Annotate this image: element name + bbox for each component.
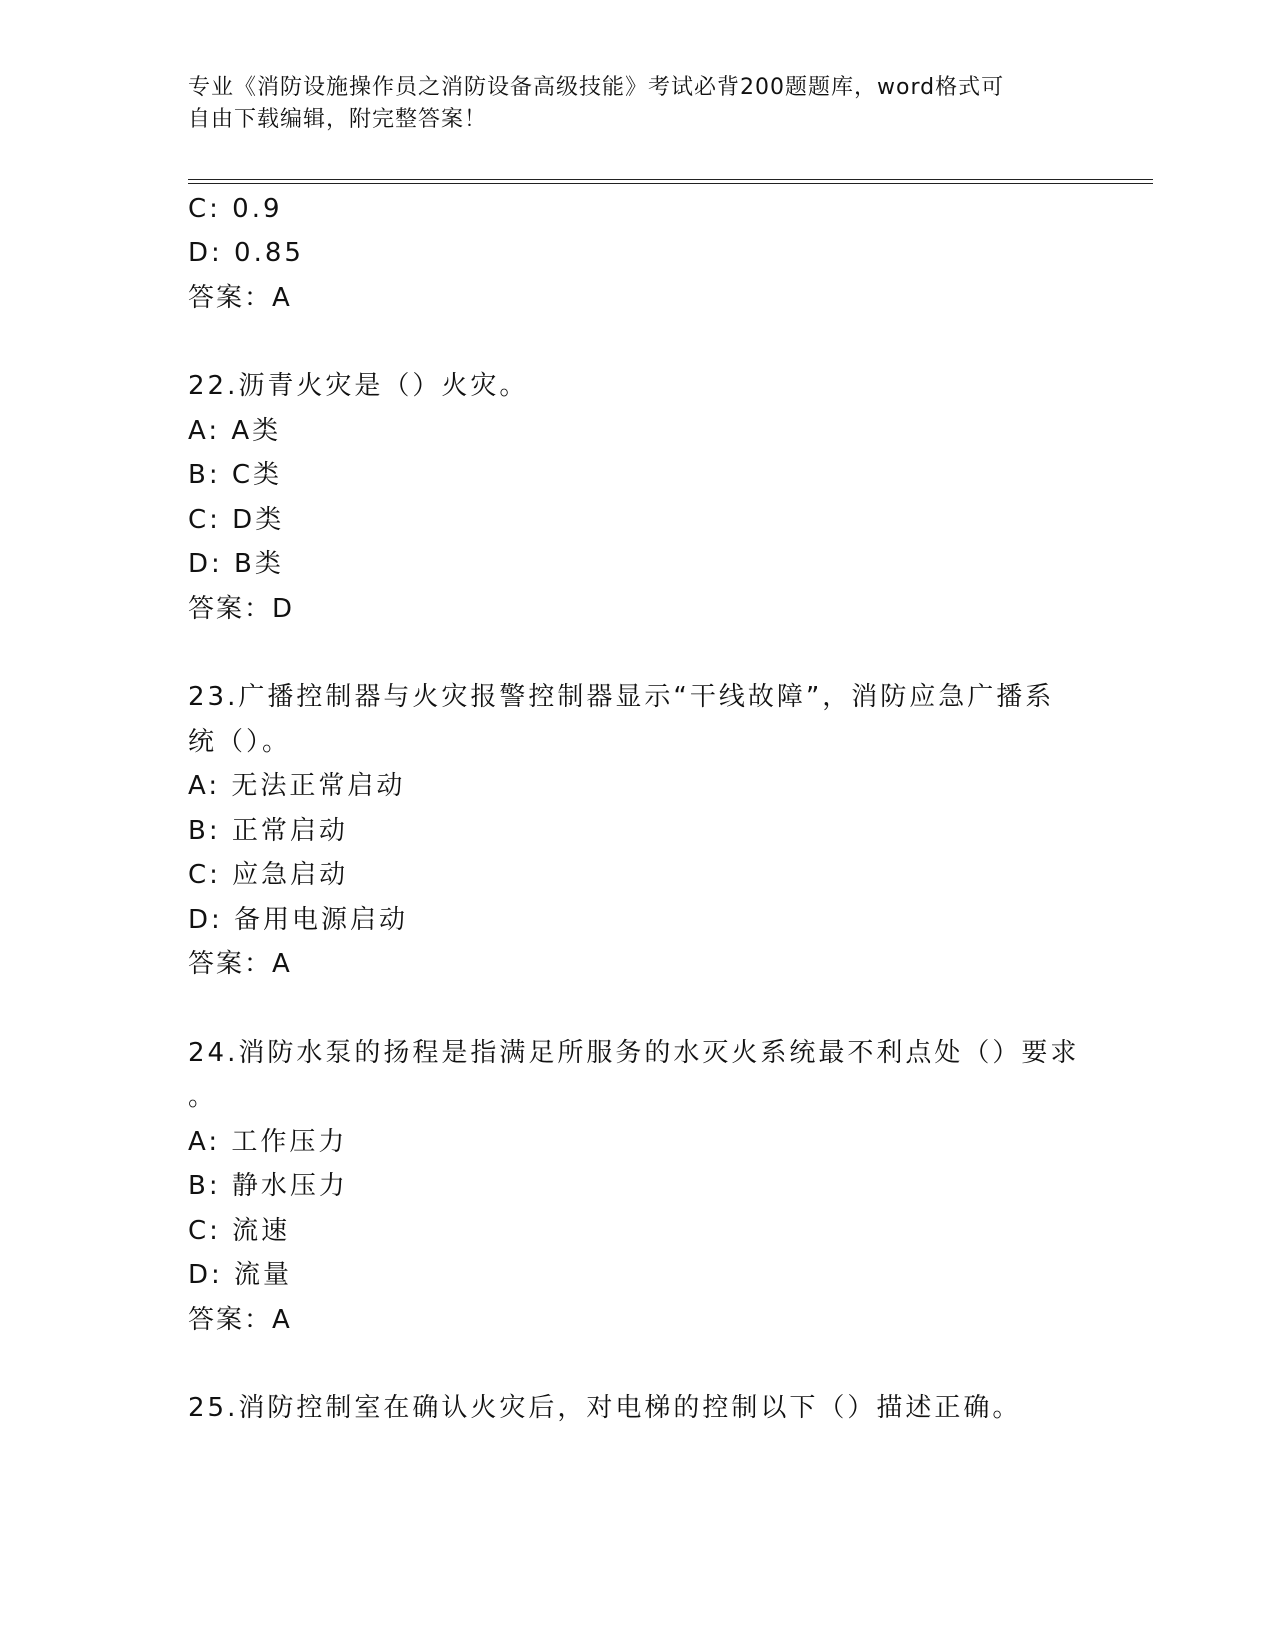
q22-stem: 22.沥青火灾是（）火灾。 — [188, 371, 529, 401]
header-line-1: 专业《消防设施操作员之消防设备高级技能》考试必背200题题库，word格式可 — [188, 75, 1005, 100]
answer-value: A — [272, 283, 291, 313]
q23-option-a: A: 无法正常启动 — [188, 771, 406, 801]
q21-option-d: D: 0.85 — [188, 238, 304, 268]
answer-value: D — [272, 594, 294, 624]
q24-option-c: C: 流速 — [188, 1216, 291, 1246]
q23-option-c: C: 应急启动 — [188, 860, 349, 890]
q24-option-a: A: 工作压力 — [188, 1127, 348, 1157]
answer-value: A — [272, 949, 291, 979]
header-divider-top — [188, 179, 1153, 180]
header-line-2: 自由下载编辑，附完整答案！ — [188, 107, 488, 132]
answer-value: A — [272, 1305, 291, 1335]
q21-option-c: C: 0.9 — [188, 194, 283, 224]
q22-answer — [188, 592, 293, 626]
q24-answer — [188, 1303, 291, 1337]
q23-option-b: B: 正常启动 — [188, 816, 348, 846]
q23-stem-line-1: 23.广播控制器与火灾报警控制器显示“干线故障”，消防应急广播系 — [188, 682, 1055, 712]
q24-stem-line-2: 。 — [188, 1082, 218, 1112]
q23-answer — [188, 947, 291, 981]
answer-label: 答案： — [188, 283, 273, 313]
q24-stem-line-1: 24.消防水泵的扬程是指满足所服务的水灭火系统最不利点处（）要求 — [188, 1038, 1080, 1068]
q23-stem-line-2: 统（）。 — [188, 727, 292, 757]
header-divider-bottom — [188, 183, 1153, 184]
q22-option-d: D: B类 — [188, 549, 284, 579]
answer-label: 答案： — [188, 1305, 273, 1335]
answer-label: 答案： — [188, 949, 273, 979]
q24-option-d: D: 流量 — [188, 1260, 293, 1290]
q22-option-a: A: A类 — [188, 416, 282, 446]
q25-stem: 25.消防控制室在确认火灾后，对电梯的控制以下（）描述正确。 — [188, 1393, 1022, 1423]
answer-label: 答案： — [188, 594, 273, 624]
q22-option-b: B: C类 — [188, 460, 283, 490]
q22-option-c: C: D类 — [188, 505, 285, 535]
q24-option-b: B: 静水压力 — [188, 1171, 348, 1201]
q21-answer — [188, 281, 291, 315]
q23-option-d: D: 备用电源启动 — [188, 905, 409, 935]
document-header — [188, 72, 1088, 136]
